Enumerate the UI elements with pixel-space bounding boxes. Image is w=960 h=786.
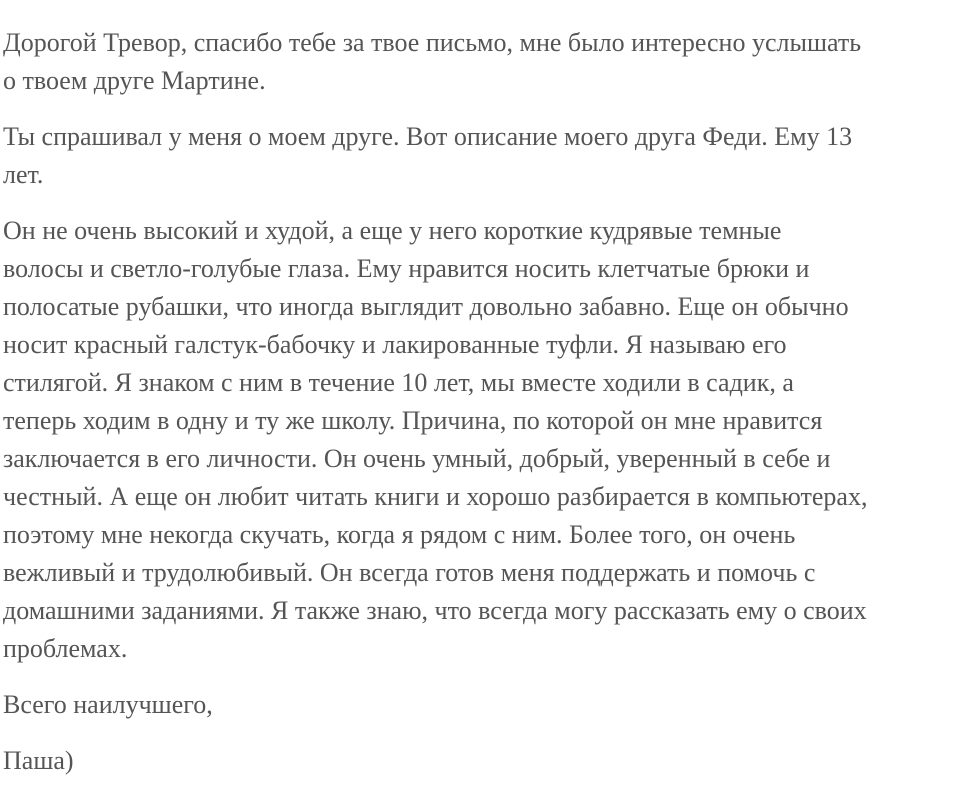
greeting-paragraph (3, 24, 960, 100)
body-line: домашними заданиями. Я также знаю, что всегда могу рассказать ему о своих (3, 596, 867, 625)
body-line: заключается в его личности. Он очень умный, добрый, уверенный в себе и (3, 444, 831, 473)
intro-line: лет. (3, 160, 44, 189)
intro-paragraph (3, 118, 960, 194)
body-line: честный. А еще он любит читать книги и хорошо разбирается в компьютерах, (3, 482, 868, 511)
body-line: вежливый и трудолюбивый. Он всегда готов меня поддержать и помочь с (3, 558, 816, 587)
body-line: поэтому мне некогда скучать, когда я рядом с ним. Более того, он очень (3, 520, 796, 549)
signature: Паша) (3, 746, 74, 775)
body-line: теперь ходим в одну и ту же школу. Причина, по которой он мне нравится (3, 406, 823, 435)
body-paragraph (3, 212, 960, 668)
body-line: носит красный галстук-бабочку и лакированные туфли. Я называю его (3, 330, 787, 359)
body-line: полосатые рубашки, что иногда выглядит довольно забавно. Еще он обычно (3, 292, 849, 321)
body-line: проблемах. (3, 634, 128, 663)
closing-line: Всего наилучшего, (3, 690, 213, 719)
body-line: стилягой. Я знаком с ним в течение 10 лет, мы вместе ходили в садик, а (3, 368, 794, 397)
body-line: волосы и светло-голубые глаза. Ему нравится носить клетчатые брюки и (3, 254, 810, 283)
body-line: Он не очень высокий и худой, а еще у него короткие кудрявые темные (3, 216, 782, 245)
intro-line: Ты спрашивал у меня о моем друге. Вот описание моего друга Феди. Ему 13 (3, 122, 853, 151)
greeting-line: Дорогой Тревор, спасибо тебе за твое письмо, мне было интересно услышать (3, 28, 862, 57)
greeting-line: о твоем друге Мартине. (3, 66, 266, 95)
